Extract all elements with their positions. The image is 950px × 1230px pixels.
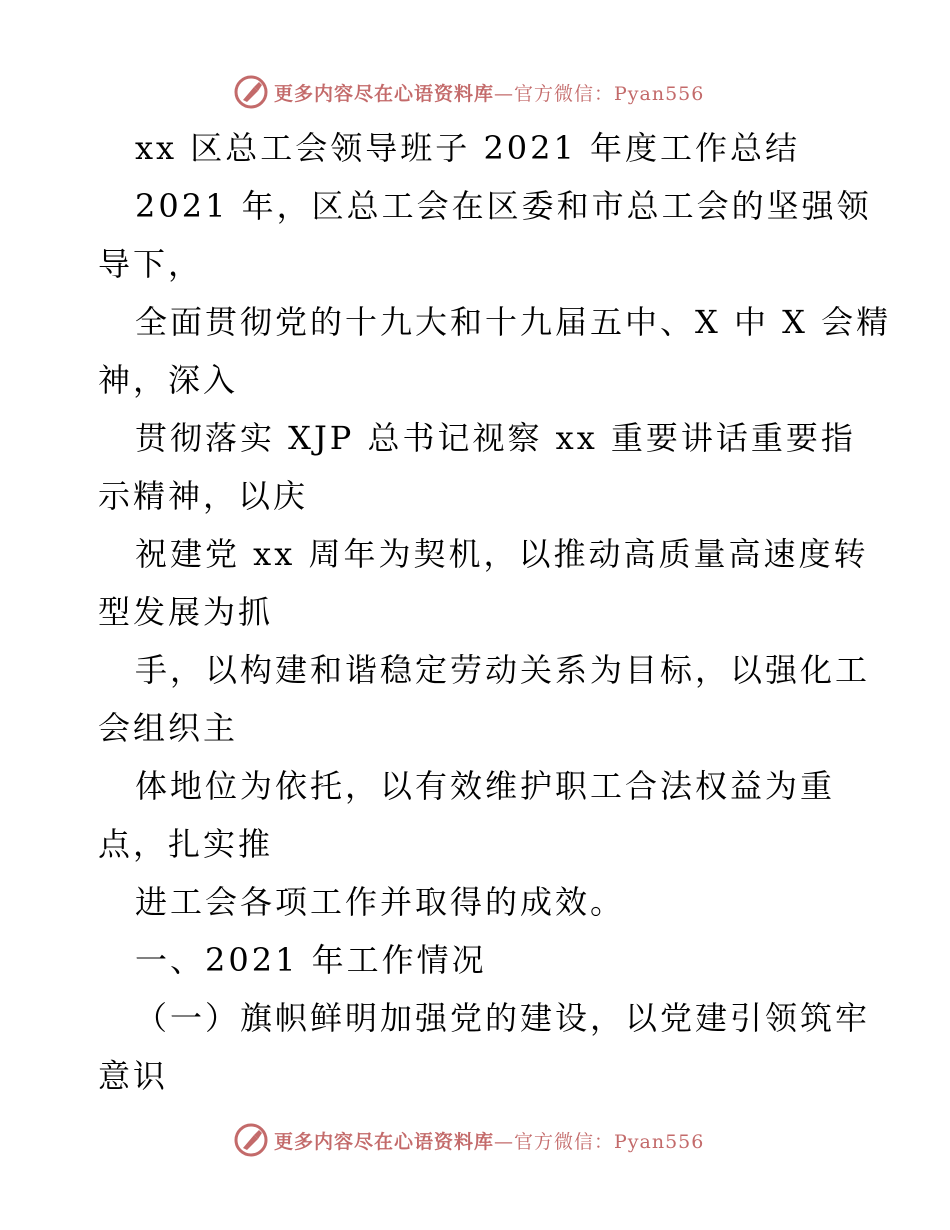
watermark-text-wechat: —官方微信：Pyan556 [494,1130,705,1153]
paragraph-line: 2021 年，区总工会在区委和市总工会的坚强领 [135,187,872,225]
watermark-banner-bottom [234,1120,714,1160]
paragraph-line: 导下， [98,245,204,283]
paragraph-line: 全面贯彻党的十九大和十九届五中、X 中 X 会精 [135,303,892,341]
fountain-pen-logo-icon [234,75,268,109]
watermark-text [274,79,704,106]
watermark-text-main: 更多内容尽在心语资料库 [274,1130,495,1153]
paragraph-line: 进工会各项工作并取得的成效。 [135,883,626,921]
paragraph-line: 神，深入 [98,361,239,399]
fountain-pen-logo-icon [234,1123,268,1157]
paragraph-line: 贯彻落实 XJP 总书记视察 xx 重要讲话重要指 [135,419,856,457]
watermark-text-main: 更多内容尽在心语资料库 [274,82,495,105]
watermark-banner-top [234,72,714,112]
paragraph-line: 体地位为依托，以有效维护职工合法权益为重 [135,767,836,805]
paragraph-line: 意识 [98,1057,169,1095]
paragraph-line: 型发展为抓 [98,593,274,631]
paragraph-line: 会组织主 [98,709,239,747]
section-heading: 一、2021 年工作情况 [135,941,487,979]
watermark-text-wechat: —官方微信：Pyan556 [494,82,705,105]
subsection-heading: （一）旗帜鲜明加强党的建设，以党建引领筑牢 [135,999,871,1037]
paragraph-line: 手，以构建和谐稳定劳动关系为目标，以强化工 [135,651,871,689]
paragraph-line: 点，扎实推 [98,825,274,863]
watermark-text [274,1127,704,1154]
paragraph-line: 示精神，以庆 [98,477,309,515]
paragraph-line: 祝建党 xx 周年为契机，以推动高质量高速度转 [135,535,869,573]
document-title: xx 区总工会领导班子 2021 年度工作总结 [135,129,801,167]
